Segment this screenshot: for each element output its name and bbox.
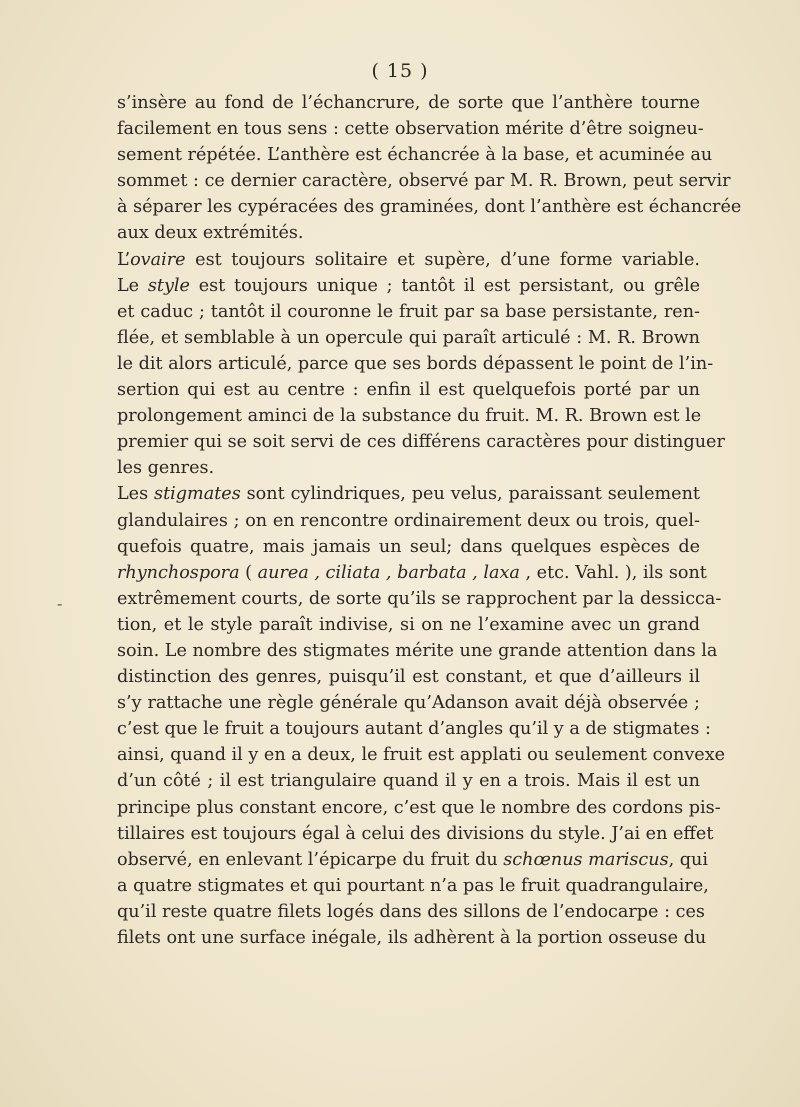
- text-line: aux deux extrémités.: [117, 223, 304, 244]
- text-line: sement répétée. L’anthère est échancrée à la base, et acuminée au: [117, 145, 713, 166]
- text-line: facilement en tous sens : cette observation mérite d’être soigneu-: [117, 119, 704, 140]
- text-line: L’ovaire est toujours solitaire et supère, d’une forme variable.: [117, 249, 700, 270]
- text-line: les genres.: [117, 458, 215, 479]
- text-line: Le style est toujours unique ; tantôt il est persistant, ou grêle: [117, 275, 700, 296]
- italic-term: style: [147, 275, 190, 296]
- italic-term: stigmates: [154, 484, 241, 505]
- text-line: distinction des genres, puisqu’il est constant, et que d’ailleurs il: [117, 667, 700, 688]
- text-line: principe plus constant encore, c’est que le nombre des cordons pis-: [117, 797, 721, 818]
- text-line: sertion qui est au centre : enfin il est quelquefois porté par un: [117, 380, 700, 401]
- text-line: et caduc ; tantôt il couronne le fruit par sa base persistante, ren-: [117, 301, 700, 322]
- text-line: ainsi, quand il y en a deux, le fruit est applati ou seulement convexe: [117, 745, 726, 766]
- text-line: c’est que le fruit a toujours autant d’angles qu’il y a de stigmates :: [117, 719, 711, 740]
- page-number: ( 15 ): [371, 60, 429, 82]
- text-line: le dit alors articulé, parce que ses bords dépassent le point de l’in-: [117, 353, 714, 374]
- italic-term: schœnus mariscus: [503, 849, 669, 870]
- text-line: filets ont une surface inégale, ils adhèrent à la portion osseuse du: [117, 928, 707, 948]
- text-line: quefois quatre, mais jamais un seul; dans quelques espèces de: [117, 536, 700, 557]
- text-line: qu’il reste quatre filets logés dans des sillons de l’endocarpe : ces: [117, 901, 705, 922]
- body-text: [117, 90, 742, 951]
- text-line: rhynchospora ( aurea , ciliata , barbata , laxa , etc. Vahl. ), ils sont: [117, 562, 707, 583]
- text-line: tion, et le style paraît indivise, si on ne l’examine avec un grand: [117, 614, 700, 635]
- margin-mark: -: [57, 594, 63, 613]
- text-line: premier qui se soit servi de ces différens caractères pour distinguer: [117, 432, 725, 453]
- text-line: observé, en enlevant l’épicarpe du fruit du schœnus mariscus, qui: [117, 849, 709, 870]
- text-line: flée, et semblable à un opercule qui paraît articulé : M. R. Brown: [117, 327, 700, 348]
- text-line: Les stigmates sont cylindriques, peu velus, paraissant seulement: [117, 484, 700, 505]
- text-line: d’un côté ; il est triangulaire quand il y en a trois. Mais il est un: [117, 771, 700, 792]
- text-line: soin. Le nombre des stigmates mérite une grande attention dans la: [117, 640, 718, 661]
- text-line: s’insère au fond de l’échancrure, de sorte que l’anthère tourne: [117, 93, 700, 113]
- text-line: s’y rattache une règle générale qu’Adanson avait déjà observée ;: [117, 693, 700, 714]
- italic-term: aurea , ciliata , barbata , laxa: [257, 562, 520, 583]
- text-line: a quatre stigmates et qui pourtant n’a pas le fruit quadrangulaire,: [117, 875, 709, 896]
- text-line: extrêmement courts, de sorte qu’ils se rapprochent par la dessicca-: [117, 588, 722, 609]
- text-line: à séparer les cypéracées des graminées, dont l’anthère est échancrée: [117, 197, 742, 218]
- italic-term: ovaire: [130, 249, 186, 270]
- text-line: prolongement aminci de la substance du fruit. M. R. Brown est le: [117, 406, 702, 427]
- text-line: tillaires est toujours égal à celui des divisions du style. J’ai en effet: [117, 823, 714, 844]
- text-line: sommet : ce dernier caractère, observé par M. R. Brown, peut servir: [117, 171, 731, 192]
- italic-term: rhynchospora: [117, 562, 240, 583]
- text-line: glandulaires ; on en rencontre ordinairement deux ou trois, quel-: [117, 510, 700, 531]
